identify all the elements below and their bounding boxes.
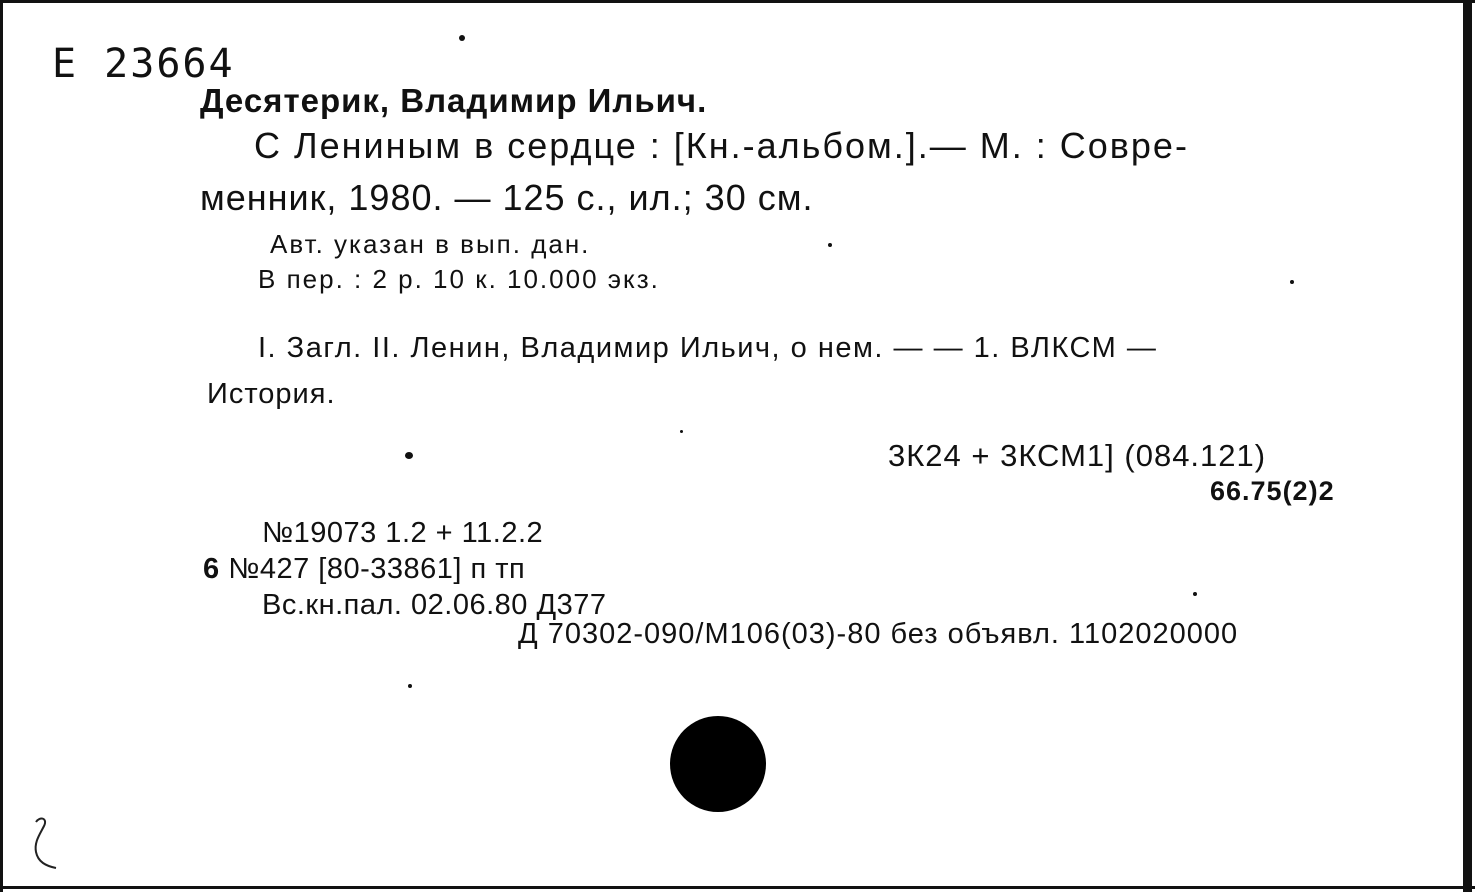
service-line-2-prefix: 6 <box>203 553 220 585</box>
classification-line-1: 3К24 + 3КСМ1] (084.121) <box>888 438 1267 473</box>
card-border-bottom <box>0 886 1475 889</box>
card-border-top <box>0 0 1475 3</box>
ink-speck <box>1290 280 1294 284</box>
classification-line-2: 66.75(2)2 <box>1210 476 1335 506</box>
call-number: Е 23664 <box>52 41 235 87</box>
tracings-line-2: История. <box>207 378 336 410</box>
service-line-3: Вс.кн.пал. 02.06.80 Д377 <box>262 589 607 621</box>
service-line-1: №19073 1.2 + 11.2.2 <box>262 517 544 549</box>
price-note: В пер. : 2 р. 10 к. 10.000 экз. <box>258 264 660 294</box>
service-line-4: Д 70302-090/М106(03)-80 без объявл. 1102020000 <box>518 618 1239 650</box>
card-border-left <box>0 0 3 892</box>
title-line-1: С Лениным в сердце : [Кн.-альбом.].— М. : Совре- <box>254 125 1189 166</box>
ink-speck <box>405 452 413 459</box>
tracings-line-1: I. Загл. II. Ленин, Владимир Ильич, о нем. — — 1. ВЛКСМ — <box>258 332 1158 364</box>
ink-speck <box>459 35 465 41</box>
author-heading: Десятерик, Владимир Ильич. <box>200 82 708 119</box>
ink-speck <box>828 243 832 247</box>
ink-speck <box>408 684 412 688</box>
ink-speck <box>680 430 683 433</box>
service-line-2-rest: №427 [80-33861] п тп <box>228 553 526 585</box>
card-border-right <box>1463 0 1472 892</box>
title-line-2: менник, 1980. — 125 с., ил.; 30 см. <box>200 177 814 218</box>
author-note: Авт. указан в вып. дан. <box>270 229 591 259</box>
handwritten-mark <box>26 812 66 874</box>
service-line-2 <box>203 555 525 584</box>
ink-speck <box>1193 592 1197 596</box>
punch-hole <box>670 716 766 812</box>
